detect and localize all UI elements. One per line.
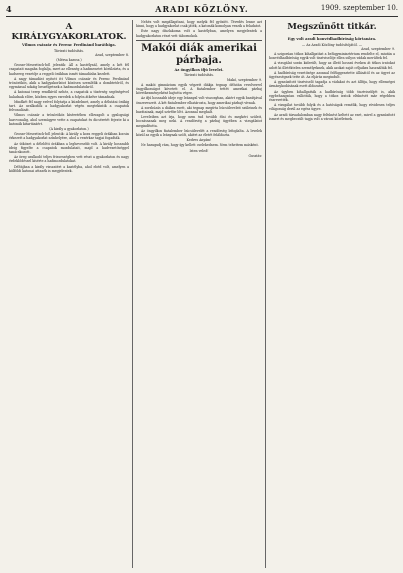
letter-line: Ne haragudj rám, hogy így kellett cselekednem. Nem tehettem másként. (141, 143, 259, 148)
paragraph: Grosse-Meseritsch-ből jelentik: A király a kora reggeli órákban kocsin érkezett a hadgyakorlat színhelyére, ahol a vezérkar tagjai fogadták. (9, 132, 129, 141)
paragraph: Déltájban a király visszatért a kastélyba, ahol ebéd volt, amelyen a külföldi katonai attasék is megjelentek. (9, 164, 129, 173)
column-3 (265, 20, 398, 568)
page-header (6, 4, 398, 17)
telegram-note: Távirati tudósítás. (183, 73, 215, 78)
columns (6, 20, 398, 568)
letter-line: Kedves Anyám! (186, 138, 212, 143)
paragraph: Este nagy díszlakoma volt a kastélyban, amelyen megjelentek a hadgyakorlaton részt vett tábornokok. (136, 29, 262, 38)
source-note: — Az Aradi Közlöny tudósítójától. — (301, 42, 363, 47)
paragraph: A gyanúsított tisztviselő tagadja a vádakat és azt állítja, hogy ellenségei ármánykodásának esett áldozatul. (269, 80, 395, 89)
paragraph: Az ütközet a délelőtti órákban a leghevesebb volt. A király hosszabb ideig figyelte a csapatok mozdulatait, majd a hadvezetőséggel tanácskozott. (9, 141, 129, 155)
signature: Gusztáv. (248, 153, 262, 158)
divider (136, 40, 262, 41)
paragraph: Nehéz volt megállapítani, hogy melyik fél győzött. Tévedés lenne azt hinni, hogy a hadgyakorlat csak játék, a katonák komolyan veszik a feladatot. (136, 20, 262, 29)
article-subheadline: Egy volt aradi honvédhadbíróság körtanára. (287, 37, 377, 41)
article-subheadline: Vilmos császár és Ferenc Ferdinánd baráthiga. (22, 43, 116, 47)
paragraph: A nagy támadást nyitott itt Vilmos császár és Ferenc Ferdinánd trónörökös, akik a hadgyakorlatot közösen szemlélik a dombtetőről, és egymással sokáig beszélgetnek a hadmozdulatokról. (9, 76, 129, 90)
newspaper-page (6, 4, 398, 570)
issue-date: 1909. szeptember 10. (320, 4, 398, 12)
column-1 (6, 20, 132, 568)
paragraph: A vizsgálat tovább folyik és a hatóságok remélik, hogy rövidesen teljes világosság derül az egész ügyre. (269, 103, 395, 112)
dateline: Makó, szeptember 9. (226, 77, 262, 82)
paragraph: Vilmos császár a trónörökös kíséretében ellovagolt a gyalogsági harcvonalig, ahol szemügyre vette a csapatokat és dicséretét fejezte ki a katonák kitartásáért. (9, 113, 129, 126)
telegram-note: Távirati tudósítás. (53, 48, 85, 53)
article-headline: Megszűnőtt titkár. (287, 22, 377, 32)
section-label: (Mérsa karosz.) (56, 58, 82, 62)
paragraph: A makói gimnázium egyik végzett diákja tegnap délután revolverrel öngyilkosságot követett el. A fiatalember tettét amerikai párbaj következményeként hajtotta végre. (136, 82, 262, 96)
dateline: Arad, szeptember 8. (95, 52, 129, 57)
page-number: 4 (6, 4, 12, 14)
article-subheadline: Az öngyilkos ifjú levelei. (174, 67, 224, 72)
letter-line: Isten veled! (189, 148, 209, 153)
paragraph: Az ifjú hosszabb ideje egy leánnyal volt viszonyban, akiért egyik barátjával összeveszett. A két fiatalember elhatározta, hogy amerikai párbajt vívnak. (136, 96, 262, 105)
paragraph: Az öreg uralkodó teljes frissességben vett részt a gyakorlaton és nagy érdeklődéssel kísérte a hadmozdulatokat. (9, 155, 129, 164)
article-headline: Makói diák amerikai párbaja. (141, 42, 257, 66)
paragraph: A katonai terep rendkívül nehéz, a csapatok a tüzérség segítségével haladnak előre, közben egyes ezredek a folyón átkelve támadnak. (9, 90, 129, 99)
paragraph: Grosse-Meseritsch-ből jelentik: Áll a kastélynál, amely a két fél csapatait magaba foglalja, mert az ellenség a hadmenetet körülzárta, és a hadsereg vezetője a reggeli órákban ismét támadásba kezdett. (9, 63, 129, 76)
paragraph: Az ügyben kihallgatták a hadbíróság több tisztviselőjét is, akik egybehangzóan vallották, hogy a titkos iratok eltűnését már régebben észrevették. (269, 89, 395, 103)
paragraph: A szigorúan titkos kihallgatást a belügyminisztérium rendelte el, miután a honvédhadbíróság egyik volt tisztviselője ellen súlyos vádak merültek fel. (269, 52, 395, 61)
dateline: Arad, szeptember 9. (361, 46, 395, 51)
section-title: (A király a gyakorlaton.) (49, 127, 89, 132)
paragraph: A sorshúzás a diákra esett, aki tegnap megírta búcsúleveleit szüleinek és barátainak, majd szívébe lőtt. Azonnal meghalt. (136, 105, 262, 115)
masthead: ARADI KÖZLÖNY. (155, 4, 249, 14)
divider (313, 34, 351, 35)
paragraph: Az aradi társadalomban nagy feltűnést keltett az eset, mivel a gyanúsított ismert és megbecsült tagja volt a városi közéletnek. (269, 112, 395, 121)
paragraph: A hadbíróság vezetősége azonnal felfüggesztette állásától és az ügyet az ügyészségnek tette át. Az eljárás megindult. (269, 70, 395, 80)
paragraph: Mindkét fél nagy erővel folytatja a küzdelmet, amely a délutáni órákig tart. Az uralkodók a hadgyakorlat végén megtekintik a csapatok felvonulását. (9, 99, 129, 113)
paragraph: Leveleiben azt írja, hogy nem tud tovább élni és megkéri szüleit, bocsássanak meg neki. A rendőrség a párbaj ügyében a vizsgálatot megindította. (136, 115, 262, 128)
paragraph: A vizsgálat során kiderült, hogy az illető hosszú éveken át titkos iratokat adott ki illetéktelen személyeknek, akik azokat saját céljaikra használták fel. (269, 61, 395, 70)
article-headline: A KIRÁLYGYAKORLATOK. (11, 22, 127, 42)
column-2 (132, 20, 265, 568)
paragraph: Az öngyilkos fiatalember búcsúlevelét a rendőrség lefoglalta. A levelek közül az egyik a leánynak szólt, akiért az életét feláldozta. (136, 128, 262, 138)
